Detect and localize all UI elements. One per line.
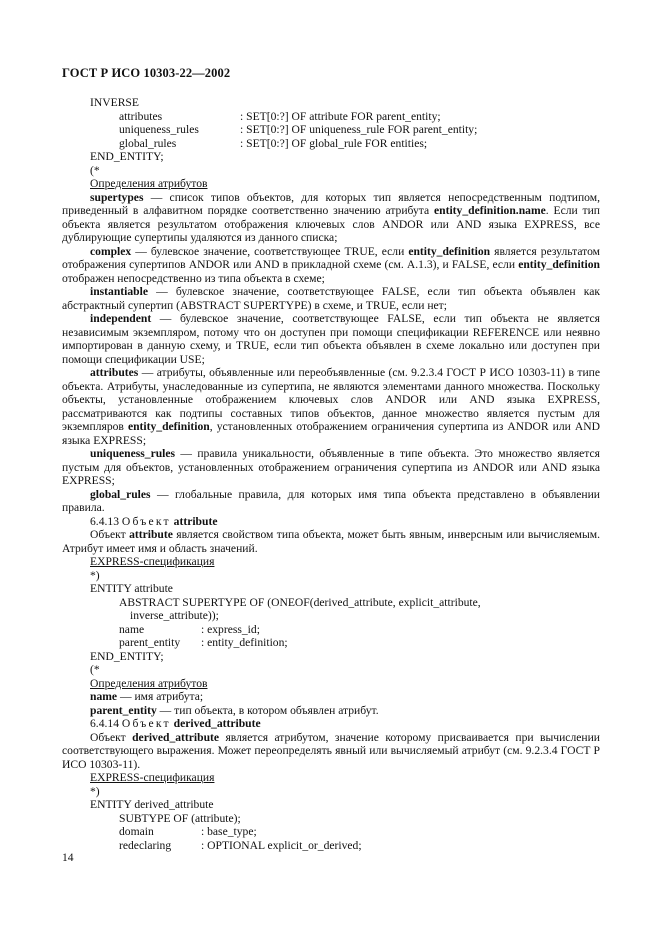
entity-declaration: ENTITY attribute [90,582,173,595]
page-content [62,96,600,852]
definition-name: name — имя атрибута; [90,690,204,703]
definitions-title: Определения атрибутов [90,177,208,190]
inverse-keyword: INVERSE [90,96,139,109]
definition-uniqueness-rules: uniqueness_rules — правила уникальности, объявленные в типе объекта. Это множество является пустым для объектов, установленных отображением ограничения супертипа из ANDOR или AND языка EXPRESS; [62,447,600,487]
abstract-supertype: ABSTRACT SUPERTYPE OF (ONEOF(derived_attribute, explicit_attribute, [119,595,481,609]
section-heading-6-4-14: 6.4.14 Объект derived_attribute [90,717,261,730]
section-paragraph: Объект attribute является свойством типа объекта, может быть явным, инверсным или вычисляемым. Атрибут имеет имя и область значений. [62,528,600,555]
code-row: parent_entity : entity_definition; [119,636,288,649]
definition-parent-entity: parent_entity — тип объекта, в котором объявлен атрибут. [90,703,379,717]
document-header: ГОСТ Р ИСО 10303-22—2002 [62,66,231,80]
end-entity: END_ENTITY; [90,150,164,163]
definition-attributes: attributes — атрибуты, объявленные или переобъявленные (см. 9.2.3.4 ГОСТ Р ИСО 10303-11) в типе объекта. Атрибуты, унаследованные из супертипа, не являются элементами данного множества. Поскольку объекты, установленные отображением ключевых слов ANDOR или AND языка EXPRESS, рассматриваются как подтипы составных типов объектов, данное множество является пустым для экземпляров entity_definition, установленных отображением ограничения супертипа из ANDOR или AND языка EXPRESS; [62,366,600,447]
comment-open: (* [90,163,100,177]
section-heading-6-4-13: 6.4.13 Объект attribute [90,514,218,528]
code-row: attributes : SET[0:?] OF attribute FOR parent_entity; [119,109,441,123]
definition-global-rules: global_rules — глобальные правила, для которых имя типа объекта представлено в объявлении правила. [62,487,600,514]
definition-supertypes: supertypes — список типов объектов, для которых тип является непосредственным подтипом, приведенный в алфавитном порядке соответственно значению атрибута entity_definition.name. Если тип объекта является результатом отображения ключевых слов ANDOR или AND языка EXPRESS, все дублирующие супертипы удаляются из данного списка; [62,190,601,244]
definition-independent: independent — булевское значение, соответствующее FALSE, если тип объекта не является независимым экземпляром, потому что он доступен при помощи спецификации REFERENCE или неявно импортирован в данную схему, и TRUE, если тип объекта объявлен в схеме локально или доступен при помощи спецификации USE; [62,312,600,366]
section-paragraph: Объект derived_attribute является атрибутом, значение которому присваивается при вычислении соответствующего выражения. Может переопределять явный или вычисляемый атрибут (см. 9.2.3.4 ГОСТ Р ИСО 10303-11). [62,730,600,771]
entity-declaration: ENTITY derived_attribute [90,798,214,811]
comment-close: *) [90,568,100,582]
code-row: uniqueness_rules : SET[0:?] OF uniqueness_rule FOR parent_entity; [119,123,478,136]
definitions-title: Определения атрибутов [90,676,208,690]
definition-complex: complex — булевское значение, соответствующее TRUE, если entity_definition является результатом отображения супертипов ANDOR или AND в прикладной схеме (см. А.1.3), и FALSE, если entity_definition отображен непосредственно из типа объекта в схеме; [62,244,600,285]
spec-title: EXPRESS-спецификация [90,555,215,568]
comment-close: *) [90,784,100,798]
spec-title: EXPRESS-спецификация [90,771,215,784]
end-entity: END_ENTITY; [90,649,164,663]
definition-instantiable: instantiable — булевское значение, соответствующее FALSE, если тип объекта объявлен как абстрактный супертип (ABSTRACT SUPERTYPE) в схеме, и TRUE, если нет; [62,285,600,312]
code-row: global_rules : SET[0:?] OF global_rule FOR entities; [119,136,428,150]
code-row: name : express_id; [119,622,260,636]
code-row: redeclaring : OPTIONAL explicit_or_derived; [119,838,362,852]
comment-open: (* [90,663,100,676]
page-number: 14 [62,851,74,864]
subtype-declaration: SUBTYPE OF (attribute); [119,811,241,825]
abstract-supertype-cont: inverse_attribute)); [130,609,219,622]
code-row: domain : base_type; [119,825,257,838]
